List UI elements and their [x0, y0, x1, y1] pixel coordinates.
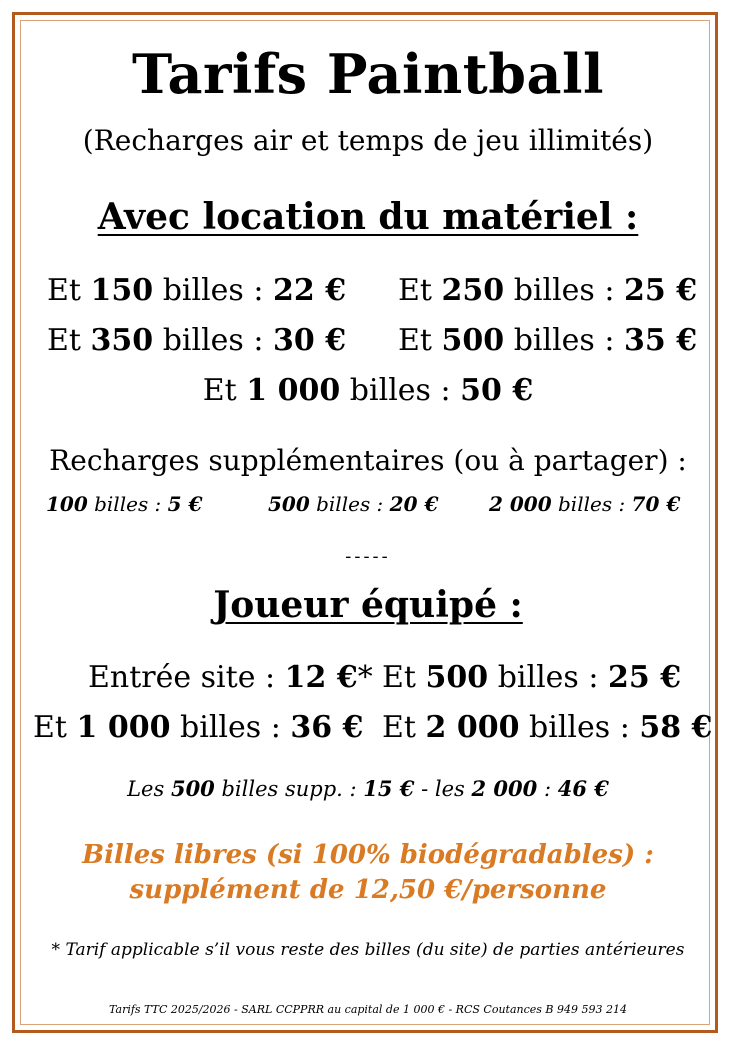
price-value: 36 €	[290, 710, 364, 745]
price-qty: 250	[441, 273, 505, 308]
price-qty: 1 000	[246, 373, 341, 408]
price-unit: billes :	[162, 323, 264, 358]
price-value: 35 €	[624, 323, 698, 358]
equipped-price-2000	[382, 710, 712, 745]
price-qty: 500	[441, 323, 505, 358]
supp-text: billes supp. :	[221, 777, 357, 801]
price-value: 22 €	[273, 273, 347, 308]
rental-price-500	[398, 323, 697, 358]
price-prefix: Et	[202, 373, 237, 408]
footnote: * Tarif applicable s’il vous reste des billes (du site) de parties antérieures	[51, 940, 685, 960]
legal-footer: Tarifs TTC 2025/2026 - SARL CCPPRR au capital de 1 000 € - RCS Coutances B 949 593 214	[109, 1003, 627, 1016]
rental-price-250	[398, 273, 697, 308]
price-value: 50 €	[460, 373, 534, 408]
extra-recharge-100	[46, 492, 202, 516]
price-unit: billes :	[162, 273, 264, 308]
equipped-price-500	[382, 660, 681, 695]
extra-unit: billes :	[316, 492, 384, 516]
entry-value: 12 €	[284, 660, 358, 695]
supplementary-prices	[0, 776, 736, 801]
supp-text: - les	[421, 777, 465, 801]
price-prefix: Et	[33, 710, 67, 745]
price-prefix: Et	[382, 660, 416, 695]
equipped-price-1000	[33, 710, 363, 745]
price-prefix: Et	[398, 323, 432, 358]
equipped-heading: Joueur équipé :	[213, 584, 523, 626]
price-qty: 350	[90, 323, 154, 358]
price-qty: 2 000	[425, 710, 520, 745]
extra-unit: billes :	[558, 492, 626, 516]
price-qty: 1 000	[76, 710, 171, 745]
entry-label: Entrée site :	[88, 660, 276, 695]
price-value: 25 €	[608, 660, 682, 695]
extra-price: 70 €	[631, 492, 681, 516]
price-qty: 500	[425, 660, 489, 695]
price-value: 58 €	[639, 710, 713, 745]
extra-unit: billes :	[94, 492, 162, 516]
price-prefix: Et	[382, 710, 416, 745]
extra-recharges-title: Recharges supplémentaires (ou à partager) :	[49, 444, 687, 477]
price-unit: billes :	[497, 660, 599, 695]
rental-price-150	[47, 273, 346, 308]
supp-qty: 500	[170, 776, 215, 801]
rental-price-1000	[0, 373, 736, 408]
rental-heading: Avec location du matériel :	[97, 196, 639, 238]
price-prefix: Et	[398, 273, 432, 308]
page-title: Tarifs Paintball	[131, 42, 605, 106]
supp-price: 15 €	[363, 776, 415, 801]
price-unit: billes :	[529, 710, 630, 745]
extra-qty: 2 000	[489, 492, 552, 516]
supp-text: Les	[127, 777, 165, 801]
supp-text: :	[543, 777, 552, 801]
price-unit: billes :	[180, 710, 281, 745]
price-unit: billes :	[349, 373, 451, 408]
extra-recharge-2000	[489, 492, 680, 516]
extra-recharge-500	[268, 492, 438, 516]
price-value: 25 €	[624, 273, 698, 308]
section-separator: -----	[345, 546, 391, 567]
extra-price: 20 €	[389, 492, 439, 516]
entry-price	[88, 660, 373, 695]
price-prefix: Et	[47, 273, 81, 308]
price-unit: billes :	[513, 323, 615, 358]
supp-qty: 2 000	[471, 776, 538, 801]
biodegradable-line-1: Billes libres (si 100% biodégradables) :	[82, 840, 654, 870]
rental-price-350	[47, 323, 346, 358]
supp-price: 46 €	[557, 776, 609, 801]
price-value: 30 €	[273, 323, 347, 358]
extra-qty: 500	[268, 492, 310, 516]
price-unit: billes :	[513, 273, 615, 308]
extra-qty: 100	[46, 492, 88, 516]
biodegradable-line-2: supplément de 12,50 €/personne	[129, 875, 607, 905]
page-subtitle: (Recharges air et temps de jeu illimités)	[82, 124, 654, 157]
extra-price: 5 €	[167, 492, 203, 516]
price-qty: 150	[90, 273, 154, 308]
price-prefix: Et	[47, 323, 81, 358]
entry-footnote-mark: *	[357, 660, 373, 695]
